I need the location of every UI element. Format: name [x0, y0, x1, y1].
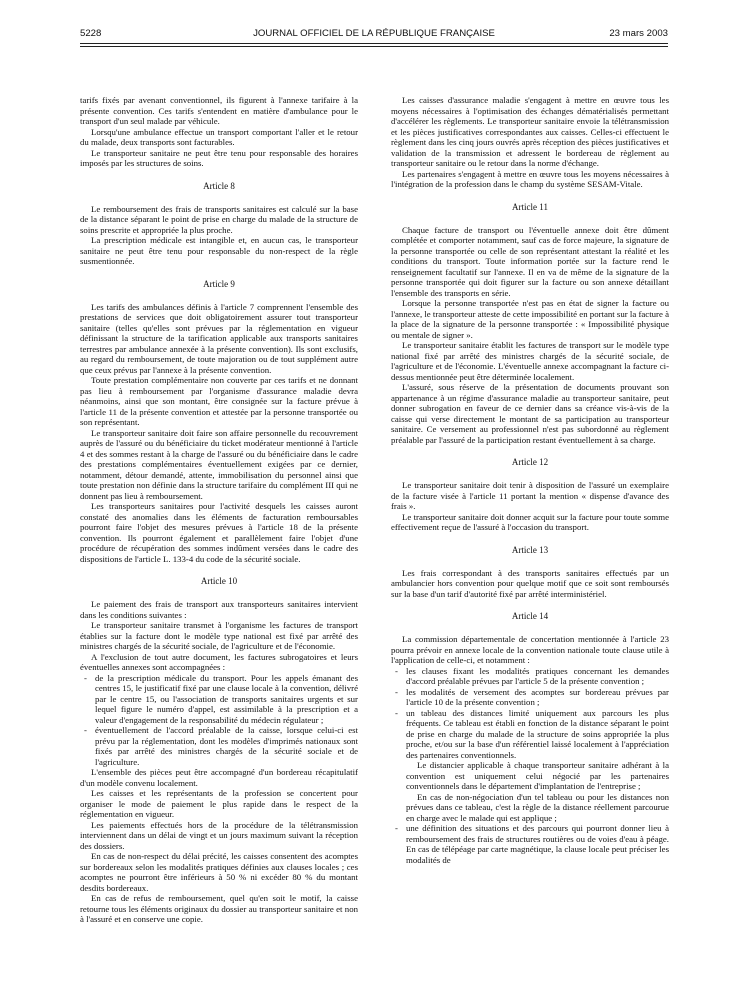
list-item: - un tableau des distances limité uniquement aux parcours les plus fréquents. Ce tableau est établi en fonction de la distance séparant le point de prise en charge du malade de la structure de soins appropriée la plus proche, et/ou sur la base d'un référentiel laissé localement à l'appréciation des partenaires conventionnels.: [395, 708, 669, 761]
paragraph: En cas de refus de remboursement, quel qu'en soit le motif, la caisse retourne tous les éléments originaux du dossier au transporteur sanitaire et non à l'assuré et en conserve une copie.: [80, 893, 358, 924]
paragraph: Le transporteur sanitaire doit faire son affaire personnelle du recouvrement auprès de l'assuré ou du bénéficiaire du ticket modérateur mentionné à l'article 4 et des sommes restant à la charge de l'assuré ou du bénéficiaire dans le cadre des prestations complémentaires éventuellement exigées par ce dernier, notamment, détour demandé, attente, immobilisation du personnel ainsi que toute prestation non définie dans la structure tarifaire du complément III qui ne donnent pas lieu à remboursement.: [80, 427, 358, 501]
article-heading: Article 10: [200, 576, 238, 586]
journal-title: JOURNAL OFFICIEL DE LA RÉPUBLIQUE FRANÇAISE: [253, 28, 495, 39]
paragraph: Toute prestation complémentaire non couverte par ces tarifs et ne donnant pas lieu à remboursement par l'organisme d'assurance maladie devra néanmoins, ainsi que son montant, être consignée sur la facture prévue à l'article 11 de la présente convention et attestée par la personne transportée ou son représentant.: [80, 375, 358, 427]
bullet-list: [80, 673, 358, 768]
list-item: - éventuellement de l'accord préalable de la caisse, lorsque celui-ci est prévu par la réglementation, dont les modèles d'imprimés nationaux sont fixés par arrêté des ministres chargés de la sécurité sociale et de l'agriculture.: [84, 725, 358, 767]
paragraph: Les caisses et les représentants de la profession se concertent pour organiser le mode de paiement le plus rapide dans le respect de la réglementation en vigueur.: [80, 788, 358, 819]
header-rule-2: [80, 46, 668, 47]
paragraph: A l'exclusion de tout autre document, les factures subrogatoires et leurs éventuelles annexes sont accompagnées :: [80, 651, 358, 672]
page-header: [80, 28, 668, 42]
paragraph: Le remboursement des frais de transports sanitaires est calculé sur la base de la distance séparant le point de prise en charge du malade de la structure de soins prescrite et appropriée la plus proche.: [80, 203, 358, 235]
paragraph: Les caisses d'assurance maladie s'engagent à mettre en œuvre tous les moyens nécessaires à l'optimisation des échanges dématérialisés permettant d'accélérer les règlements. Le transporteur sanitaire envoie la télétransmission et les pièces justificatives correspondantes aux caisses. Celles-ci effectuent le règlement dans les cinq jours ouvrés après réception des pièces justificatives et validation de la transmission et adressent le bordereau de règlement au transporteur sanitaire ou le retour dans la norme d'échange.: [391, 95, 669, 168]
list-item: - de la prescription médicale du transport. Pour les appels émanant des centres 15, le justificatif fixé par une clause locale à la convention, délivré par le centre 15, ou l'association de transports sanitaires urgents et sur lequel figure le numéro d'appel, est assimilable à la prescription et a valeur d'engagement de la responsabilité du médecin régulateur ;: [84, 673, 358, 726]
paragraph: En cas de non-respect du délai précité, les caisses consentent des acomptes sur bordereaux selon les modalités pratiques définies aux clauses locales ; ces acomptes ne pourront être inférieurs à 50 % ni excéder 80 % du montant desdits bordereaux.: [80, 851, 358, 893]
paragraph: L'ensemble des pièces peut être accompagné d'un bordereau récapitulatif d'un modèle convenu localement.: [80, 767, 358, 788]
article-heading: Article 11: [512, 201, 548, 212]
article-heading: Article 12: [511, 457, 549, 467]
indented-paragraph: En cas de non-négociation d'un tel tableau ou pour les distances non prévues dans ce tableau, c'est la règle de la distance réellement parcourue en charge avec le malade qui est applique ;: [406, 791, 669, 823]
paragraph: Lorsque la personne transportée n'est pas en état de signer la facture ou l'annexe, le transporteur atteste de cette impossibilité en portant sur la facture à la place de la signature de la personne transportée : « Impossibilité physique ou mentale de signer ».: [391, 298, 669, 340]
bullet-list: [391, 666, 669, 761]
article-heading: Article 14: [511, 611, 549, 621]
paragraph: Le transporteur sanitaire ne peut être tenu pour responsable des horaires imposés par les structures de soins.: [80, 147, 358, 168]
list-item: - les modalités de versement des acomptes sur bordereau prévues par l'article 10 de la présente convention ;: [395, 687, 669, 708]
header-rule: [80, 43, 668, 44]
paragraph: Les transporteurs sanitaires pour l'activité desquels les caisses auront constaté des anomalies dans les éléments de facturation remboursables pourront faire l'objet des mesures prévues à l'article 18 de la présente convention. Ils pourront également et parallèlement faire l'objet d'une procédure de récupération des sommes indûment versées dans le cadre des dispositions de l'article L. 133-4 du code de la sécurité sociale.: [80, 501, 358, 564]
paragraph: Le transporteur sanitaire établit les factures de transport sur le modèle type national fixé par arrêté des ministres chargés de la sécurité sociale, de l'agriculture et de l'économie. L'éventuelle annexe accompagnant la facture ci-dessus mentionnée peut être déterminée localement.: [391, 340, 669, 382]
paragraph: Le transporteur sanitaire doit donner acquit sur la facture pour toute somme effectivement reçue de l'assuré à l'occasion du transport.: [391, 511, 669, 532]
article-heading: Article 9: [203, 278, 235, 289]
bullet-list: [391, 823, 669, 865]
paragraph: Les paiements effectués hors de la procédure de la télétransmission interviennent dans un délai de vingt et un jours maximum suivant la réception des dossiers.: [80, 819, 358, 851]
paragraph: L'assuré, sous réserve de la présentation de documents prouvant son appartenance à un régime d'assurance maladie au transporteur sanitaire, peut donner subrogation en faveur de ce dernier dans sa créance vis-à-vis de la caisse qui verse directement le montant de sa participation au transporteur sanitaire. Ce versement au professionnel n'est pas subordonné au règlement préalable par l'assuré de la participation restant éventuellement à sa charge.: [391, 382, 669, 445]
publication-date: 23 mars 2003: [609, 28, 668, 39]
article-heading: Article 13: [511, 544, 549, 555]
left-column: [80, 95, 358, 925]
list-item: - une définition des situations et des parcours qui pourront donner lieu à remboursement des frais de structures routières ou de voies d'eau à péage. En cas de télépéage par carte magnétique, la clause locale peut préciser les modalités de: [395, 823, 669, 865]
paragraph: Le paiement des frais de transport aux transporteurs sanitaires intervient dans les conditions suivantes :: [80, 599, 358, 620]
paragraph: Les tarifs des ambulances définis à l'article 7 comprennent l'ensemble des prestations de services que doit obligatoirement assurer tout transporteur sanitaire (telles qu'elles sont prévues par la réglementation en vigueur définissant la structure de la tarification applicable aux transports sanitaires terrestres par ambulance annexée à la présente convention). Ils sont exclusifs, au regard du remboursement, de toute majoration ou de tout supplément autre que ceux prévus par l'annexe à la présente convention.: [80, 301, 358, 375]
paragraph: Chaque facture de transport ou l'éventuelle annexe doit être dûment complétée et comporter notamment, sauf cas de force majeure, la signature de la personne transportée ou celle de son représentant attestant la réalité et les conditions du transport. Toute information portée sur la facture rend le renseignement facultatif sur l'annexe. Il en va de même de la signature de la personne transportée qui doit figurer sur la facture ou son annexe détaillant l'ensemble des transports en série.: [391, 224, 669, 298]
right-column: [391, 95, 669, 865]
paragraph: La prescription médicale est intangible et, en aucun cas, le transporteur sanitaire ne peut être tenu pour responsable du non-respect de la règle susmentionnée.: [80, 235, 358, 266]
paragraph: Le transporteur sanitaire doit tenir à disposition de l'assuré un exemplaire de la facture visée à l'article 11 portant la mention « dispense d'avance des frais ».: [391, 480, 669, 511]
list-item: - les clauses fixant les modalités pratiques concernant les demandes d'accord préalable prévues par l'article 5 de la présente convention ;: [395, 666, 669, 687]
paragraph: La commission départementale de concertation mentionnée à l'article 23 pourra prévoir en annexe locale de la convention nationale toute clause utile à l'application de celle-ci, et notamment :: [391, 634, 669, 665]
paragraph: tarifs fixés par avenant conventionnel, ils figurent à l'annexe tarifaire à la présente convention. Ces tarifs s'entendent en matière d'ambulance pour le transport d'un seul malade par véhicule.: [80, 95, 358, 126]
indented-paragraph: Le distancier applicable à chaque transporteur sanitaire adhérant à la convention est uniquement celui négocié par les partenaires conventionnels dans le département d'implantation de l'entreprise ;: [406, 760, 669, 791]
page-number: 5228: [80, 28, 102, 39]
paragraph: Les frais correspondant à des transports sanitaires effectués par un ambulancier hors convention pour quelque motif que ce soit sont remboursés sur la base d'un tarif d'autorité fixé par arrêté interministériel.: [391, 567, 669, 599]
paragraph: Les partenaires s'engagent à mettre en œuvre tous les moyens nécessaires à l'intégration de la profession dans le champ du système SESAM-Vitale.: [391, 168, 669, 189]
paragraph: Le transporteur sanitaire transmet à l'organisme les factures de transport établies sur la facture dont le modèle type national est fixé par arrêté des ministres chargés de la sécurité sociale, de l'agriculture et de l'économie.: [80, 620, 358, 651]
paragraph: Lorsqu'une ambulance effectue un transport comportant l'aller et le retour du malade, deux transports sont facturables.: [80, 126, 358, 147]
article-heading: Article 8: [203, 180, 235, 191]
